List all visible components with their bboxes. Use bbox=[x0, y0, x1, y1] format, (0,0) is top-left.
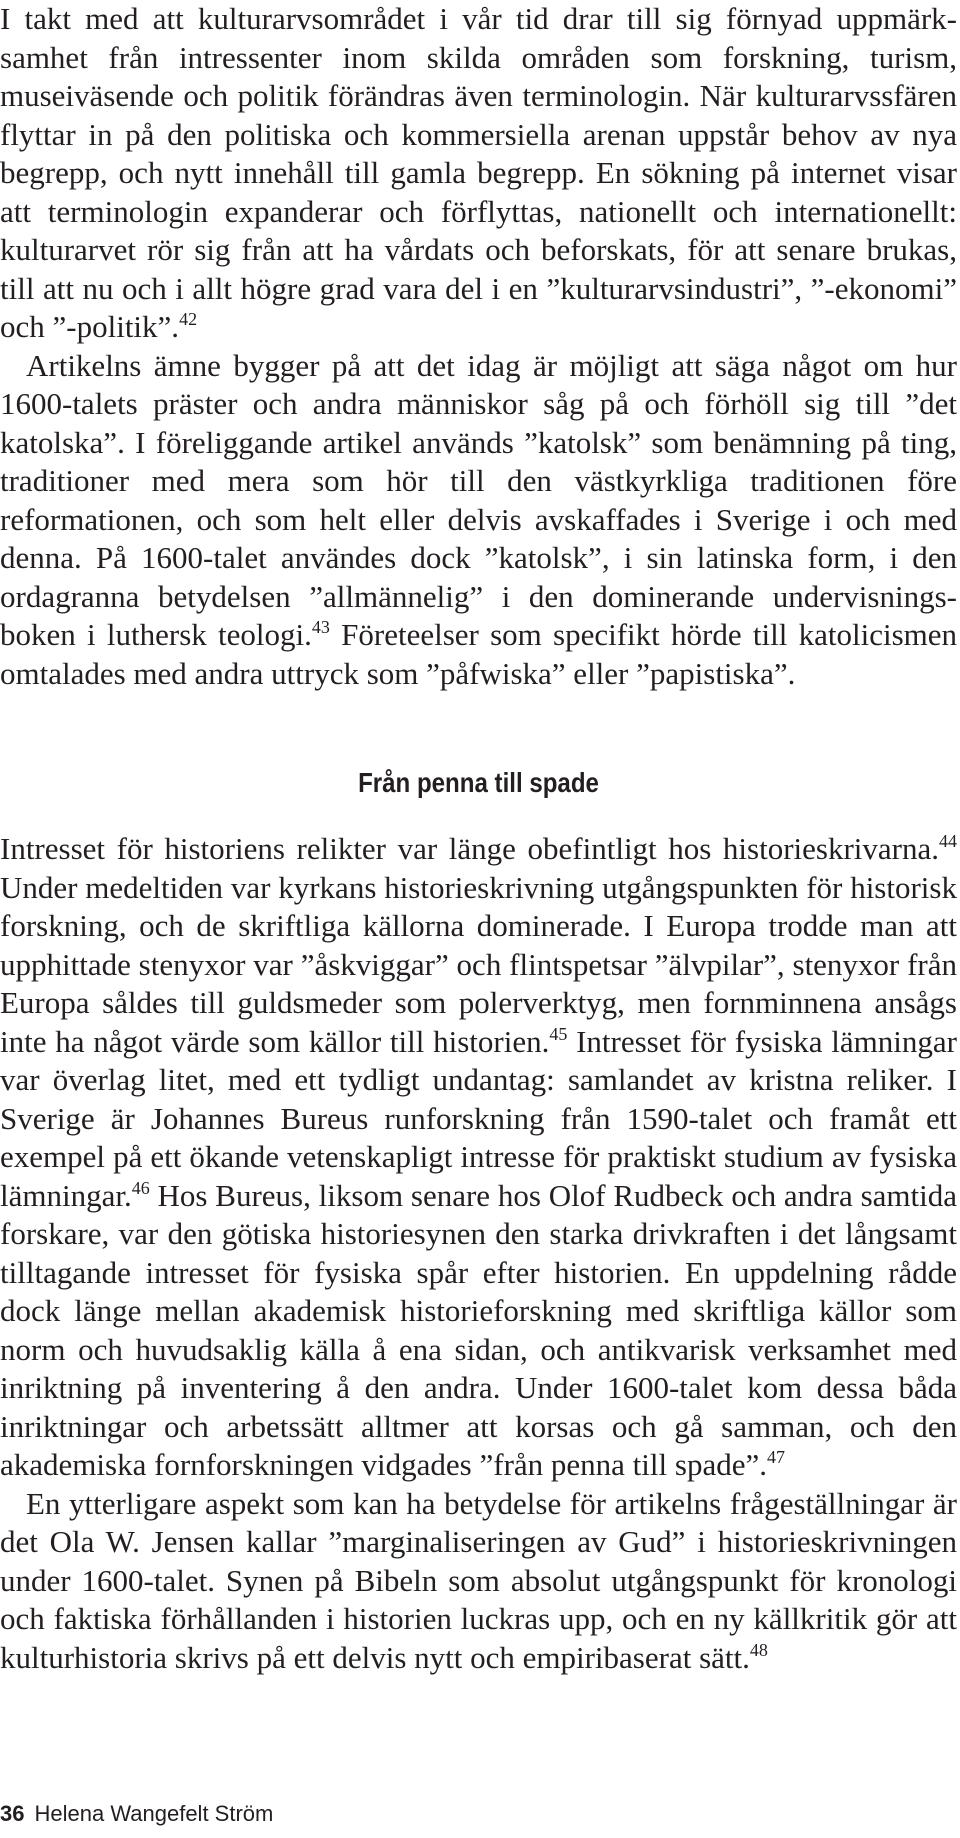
paragraph: Artikelns ämne bygger på att det idag är möjligt att säga något om hur 1600-talets präster och andra människor såg på och förhöll sig till ”det katolska”. I föreliggande artikel används ”katolsk” som benämning på ting, traditioner med mera som hör till den västkyrkliga traditionen före reformationen, och som helt eller delvis avskaffades i Sverige i och med denna. På 1600-talet användes dock ”katolsk”, i sin latinska form, i den ordagranna betydelsen ”allmännelig” i den dominerande undervisningsboken i luthersk teologi.$^{43}$ Företeelser som specifikt hörde till katolicismen omtalades med andra uttryck som ”påfwiska” eller ”papistiska”. bbox=[0, 347, 958, 691]
footnote-ref[interactable]: 47 bbox=[766, 1447, 785, 1467]
section-1-text bbox=[0, 0, 957, 693]
paragraph: Intresset för historiens relikter var länge obefintligt hos historieskrivarna.$^{44}$ Under medeltiden var kyrkans historieskrivning utgångspunkten för historisk forskning, och de skriftliga källorna dominerade. I Europa trodde man att upphittade stenyxor var ”åskviggar” och flintspetsar ”älvpilar”, stenyxor från Europa såldes till guldsmeder som polerverktyg, men fornminnena ansågs inte ha något värde som källor till historien.$^{45}$ Intresset för fysiska lämningar var överlag litet, med ett tydligt undantag: samlandet av kristna reliker. I Sverige är Johannes Bureus runforskning från 1590-talet och framåt ett exempel på ett ökande vetenskapligt intresse för praktiskt studium av fysiska lämningar.$^{46}$ Hos Bureus, liksom senare hos Olof Rudbeck och andra samtida forskare, var den götiska historiesynen den starka drivkraften i det långsamt tilltagande intresset för fysiska spår efter historien. En uppdelning rådde dock länge mellan akademisk historieforskning med skriftliga källor som norm och huvudsaklig källa å ena sidan, och antikvarisk verksamhet med inriktning på inventering å den andra. Under 1600-talet kom dessa båda inriktningar och arbetssätt alltmer att korsas och gå samman, och den akademiska fornforskningen vidgades ”från penna till spade”.$^{47}$ bbox=[0, 831, 957, 1482]
footnote-ref[interactable]: 48 bbox=[749, 1639, 768, 1660]
footnote-ref[interactable]: 42 bbox=[179, 309, 198, 329]
footnote-ref[interactable]: 46 bbox=[131, 1177, 150, 1198]
footnote-ref[interactable]: 44 bbox=[939, 831, 957, 851]
paragraph: I takt med att kulturarvsområdet i vår tid drar till sig förnyad uppmärksamhet från intressenter inom skilda områden som forskning, turism, museiväsende och politik förändras även terminologin. När kulturarvssfären flyttar in på den politiska och kommersiella arenan uppstår behov av nya begrepp, och nytt innehåll till gamla begrepp. En sökning på internet visar att terminologin expanderar och förflyttas, nationellt och internationellt: kulturarvet rör sig från att ha vårdats och beforskats, för att senare brukas, till att nu och i allt högre grad vara del i en ”kulturarvsindustri”, ”-ekonomi” och ”-politik”.$^{42}$ bbox=[0, 1, 957, 344]
section-2-text bbox=[0, 830, 957, 1677]
paragraph: En ytterligare aspekt som kan ha betydelse för artikelns frågeställningar är det Ola W. Jensen kallar ”marginaliseringen av Gud” i historieskrivningen under 1600-talet. Synen på Bibeln som absolut utgångspunkt för kronologi och faktiska förhållanden i historien luckras upp, och en ny källkritik gör att kulturhistoria skrivs på ett delvis nytt och empiribaserat sätt.$^{48}$ bbox=[0, 1485, 957, 1675]
footnote-ref[interactable]: 43 bbox=[311, 617, 330, 637]
page-number: 36 bbox=[0, 1801, 25, 1826]
footnote-ref[interactable]: 45 bbox=[549, 1023, 568, 1044]
section-heading: Från penna till spade bbox=[358, 767, 599, 798]
page-footer bbox=[0, 1798, 273, 1830]
running-author: Helena Wangefelt Ström bbox=[34, 1801, 274, 1826]
